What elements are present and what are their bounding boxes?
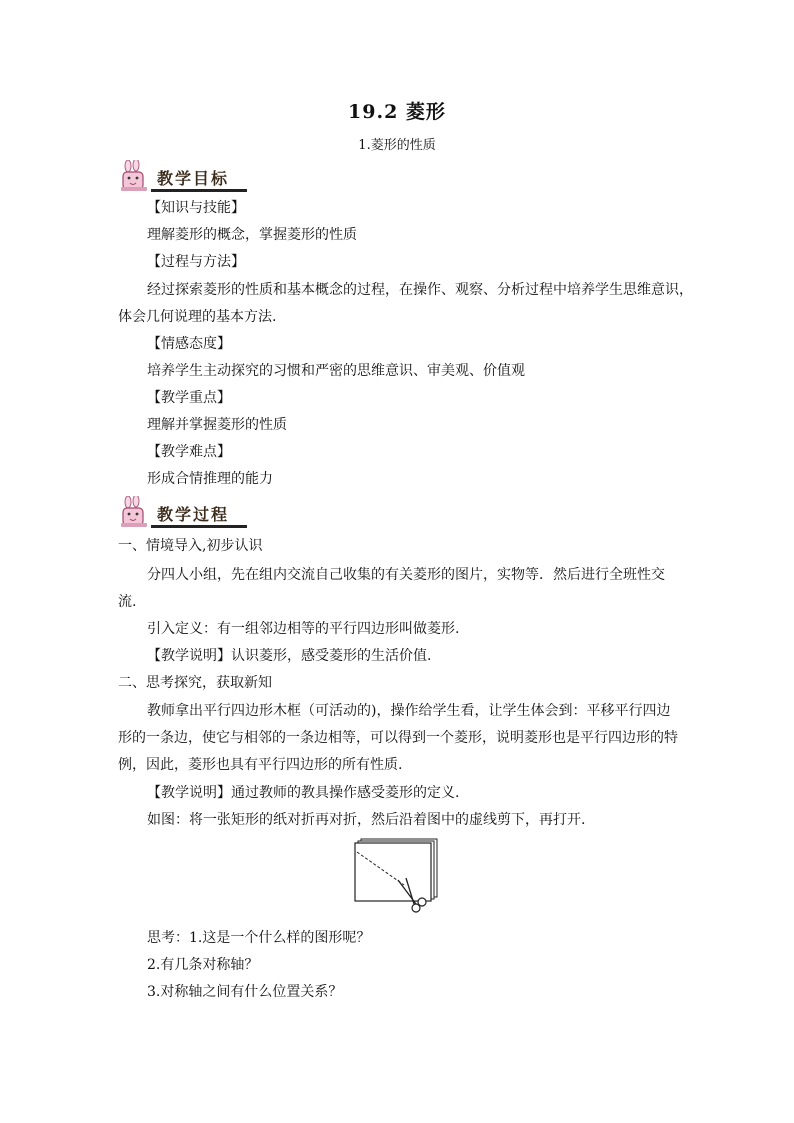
knowledge-text: 理解菱形的概念，掌握菱形的性质 xyxy=(147,227,357,243)
folded-paper-figure xyxy=(352,836,440,920)
section-underline xyxy=(151,525,247,528)
teaching-note-2: 【教学说明】通过教师的教具操作感受菱形的定义. xyxy=(147,785,460,801)
part1-heading: 一、情境导入,初步认识 xyxy=(118,538,263,554)
part2-heading: 二、思考探究，获取新知 xyxy=(118,675,272,691)
part2-paragraph: 教师拿出平行四边形木框（可活动的)，操作给学生看，让学生体会到：平移平行四边 xyxy=(147,703,671,719)
part1-paragraph: 分四人小组，先在组内交流自己收集的有关菱形的图片，实物等．然后进行全班性交 xyxy=(147,567,665,583)
figure-instruction: 如图：将一张矩形的纸对折再对折，然后沿着图中的虚线剪下，再打开. xyxy=(147,812,586,828)
part2-paragraph-cont: 例，因此，菱形也具有平行四边形的所有性质. xyxy=(118,757,403,773)
teaching-note-1: 【教学说明】认识菱形，感受菱形的生活价值. xyxy=(147,648,432,664)
section-label: 教学过程 xyxy=(157,505,230,524)
section-underline xyxy=(151,189,247,192)
method-heading: 【过程与方法】 xyxy=(147,254,245,270)
part1-paragraph-cont: 流. xyxy=(118,594,137,610)
think-question-2: 2.有几条对称轴？ xyxy=(147,957,259,973)
attitude-text: 培养学生主动探究的习惯和严密的思维意识、审美观、价值观 xyxy=(147,363,525,379)
definition-text: 引入定义：有一组邻边相等的平行四边形叫做菱形. xyxy=(147,621,460,637)
paper-layer-front xyxy=(355,843,431,901)
method-text-cont: 体会几何说理的基本方法. xyxy=(118,309,277,325)
lesson-subtitle: 1.菱形的性质 xyxy=(358,138,436,153)
knowledge-heading: 【知识与技能】 xyxy=(147,200,245,216)
bunny-icon xyxy=(117,496,151,530)
part2-paragraph-cont: 形的一条边，使它与相邻的一条边相等，可以得到一个菱形，说明菱形也是平行四边形的特 xyxy=(118,730,678,746)
section-label: 教学目标 xyxy=(157,169,230,188)
section-header-process xyxy=(117,496,247,530)
page-title: 19.2 菱形 xyxy=(348,101,446,123)
section-header-goals xyxy=(117,160,247,194)
key-text: 理解并掌握菱形的性质 xyxy=(147,417,287,433)
think-question-1: 思考：1.这是一个什么样的图形呢？ xyxy=(147,930,371,946)
difficult-heading: 【教学难点】 xyxy=(147,444,231,460)
method-text: 经过探索菱形的性质和基本概念的过程，在操作、观察、分析过程中培养学生思维意识， xyxy=(147,282,693,298)
think-question-3: 3.对称轴之间有什么位置关系？ xyxy=(147,984,343,1000)
difficult-text: 形成合情推理的能力 xyxy=(147,471,273,487)
attitude-heading: 【情感态度】 xyxy=(147,336,231,352)
key-heading: 【教学重点】 xyxy=(147,390,231,406)
bunny-icon xyxy=(117,160,151,194)
